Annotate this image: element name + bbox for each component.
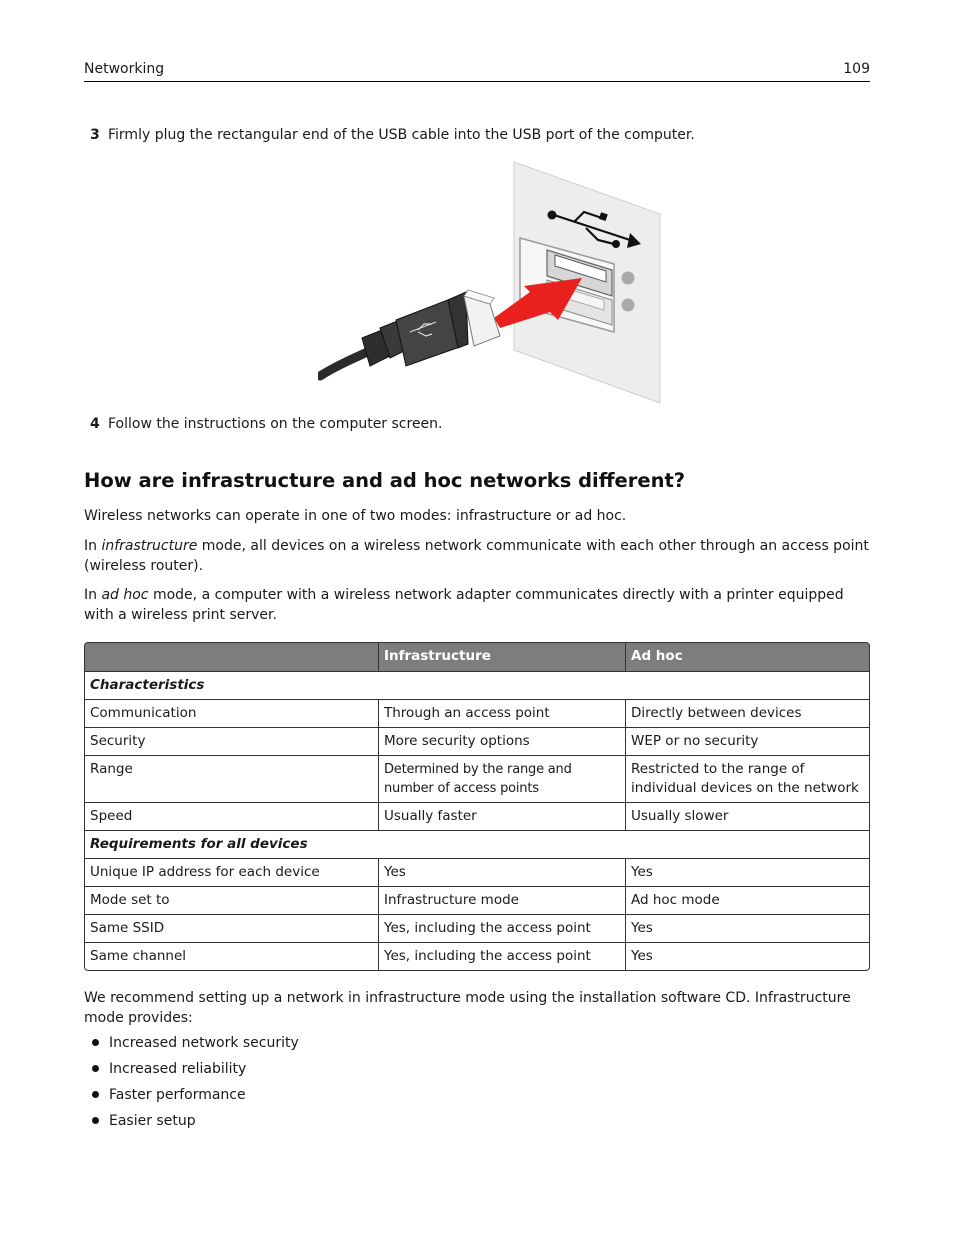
table-row (84, 887, 870, 915)
section-characteristics: Characteristics (84, 672, 870, 700)
table-cell: Speed (84, 803, 379, 831)
table-header-row (84, 642, 870, 672)
list-item: Increased network security (84, 1032, 299, 1058)
table-cell: Usually slower (626, 803, 870, 831)
header-cell-infrastructure: Infrastructure (379, 642, 626, 672)
table-cell: Security (84, 728, 379, 756)
header-section-title: Networking (84, 61, 165, 77)
table-row (84, 803, 870, 831)
step-number: 4 (90, 416, 100, 432)
header-cell-blank (84, 642, 379, 672)
indicator-light (622, 299, 635, 312)
list-item: Faster performance (84, 1084, 299, 1110)
list-item: Increased reliability (84, 1058, 299, 1084)
paragraph-recommendation: We recommend setting up a network in infrastructure mode using the installation software CD. Infrastructure mode provides: (84, 990, 851, 1026)
benefits-list (84, 1032, 299, 1136)
table-row (84, 859, 870, 887)
step-3 (90, 127, 695, 143)
table-section-row (84, 831, 870, 859)
table-row (84, 943, 870, 971)
header-cell-adhoc: Ad hoc (626, 642, 870, 672)
table-section-row (84, 672, 870, 700)
bullet-icon (92, 1091, 99, 1098)
table-row (84, 728, 870, 756)
table-row (84, 915, 870, 943)
page-number: 109 (843, 61, 870, 77)
table-cell: Yes (626, 859, 870, 887)
table-cell: Yes (626, 943, 870, 971)
list-item: Easier setup (84, 1110, 299, 1136)
usb-illustration (318, 160, 663, 405)
table-cell: Ad hoc mode (626, 887, 870, 915)
table-cell: Yes (626, 915, 870, 943)
table-cell: WEP or no security (626, 728, 870, 756)
table-cell: Communication (84, 700, 379, 728)
step-4 (90, 416, 443, 432)
section-requirements: Requirements for all devices (84, 831, 870, 859)
table-cell: Mode set to (84, 887, 379, 915)
table-cell: Infrastructure mode (379, 887, 626, 915)
step-number: 3 (90, 127, 100, 143)
table-cell: Through an access point (379, 700, 626, 728)
page-header (84, 60, 870, 82)
section-heading: How are infrastructure and ad hoc networks different? (84, 469, 686, 492)
table-cell: Directly between devices (626, 700, 870, 728)
table-cell: Restricted to the range of individual devices on the network (626, 756, 870, 803)
table-cell: Yes, including the access point (379, 943, 626, 971)
table-cell: Yes, including the access point (379, 915, 626, 943)
indicator-light (622, 272, 635, 285)
table-row (84, 756, 870, 803)
bullet-icon (92, 1039, 99, 1046)
bullet-icon (92, 1065, 99, 1072)
emphasis-adhoc: ad hoc (101, 587, 149, 603)
table-cell: Same channel (84, 943, 379, 971)
paragraph-modes: Wireless networks can operate in one of two modes: infrastructure or ad hoc. (84, 508, 627, 524)
table-cell: More security options (379, 728, 626, 756)
table-row (84, 700, 870, 728)
table-cell: Same SSID (84, 915, 379, 943)
table-cell: Usually faster (379, 803, 626, 831)
table-cell: Unique IP address for each device (84, 859, 379, 887)
table-cell: Range (84, 756, 379, 803)
step-text: Follow the instructions on the computer screen. (108, 416, 443, 432)
paragraph-infrastructure: In infrastructure mode, all devices on a wireless network communicate with each other through an access point (wireless router). (84, 538, 869, 574)
bullet-icon (92, 1117, 99, 1124)
table-cell: Yes (379, 859, 626, 887)
step-text: Firmly plug the rectangular end of the USB cable into the USB port of the computer. (108, 127, 695, 143)
usb-plug-icon (320, 290, 500, 376)
table-cell: Determined by the range and number of access points (379, 756, 626, 803)
comparison-table (84, 642, 870, 971)
paragraph-adhoc: In ad hoc mode, a computer with a wireless network adapter communicates directly with a printer equipped with a wireless print server. (84, 587, 844, 623)
emphasis-infrastructure: infrastructure (101, 538, 198, 554)
